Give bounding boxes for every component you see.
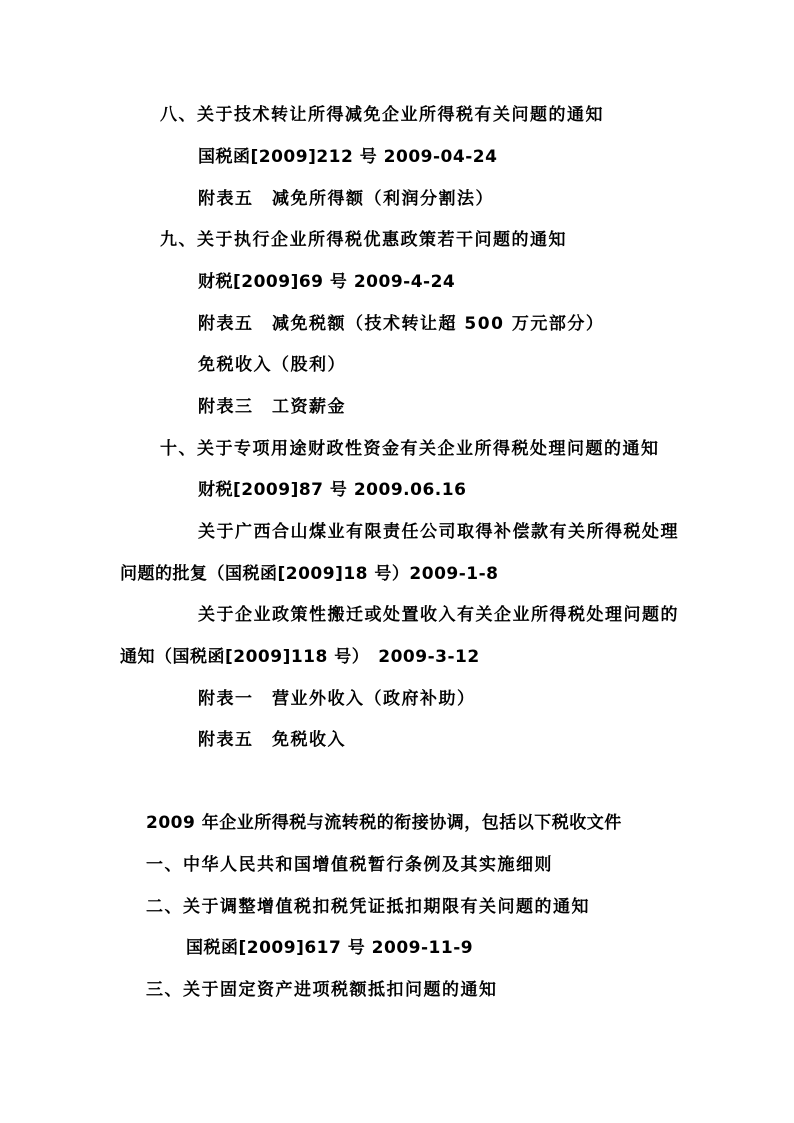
- paragraph-line: 关于广西合山煤业有限责任公司取得补偿款有关所得税处理: [198, 522, 679, 542]
- section-heading-3: 三、关于固定资产进项税额抵扣问题的通知: [146, 980, 498, 1000]
- section-heading-9: 九、关于执行企业所得税优惠政策若干问题的通知: [160, 230, 567, 250]
- attachment-line: 免税收入（股利）: [198, 355, 346, 375]
- section-heading-2: 二、关于调整增值税扣税凭证抵扣期限有关问题的通知: [146, 897, 590, 917]
- paragraph-line: 通知（国税函[2009]118 号） 2009-3-12: [120, 647, 480, 667]
- attachment-line: 附表五 减免所得额（利润分割法）: [198, 189, 494, 209]
- section-heading-8: 八、关于技术转让所得减免企业所得税有关问题的通知: [160, 105, 604, 125]
- document-reference: 财税[2009]87 号 2009.06.16: [198, 480, 467, 500]
- attachment-line: 附表三 工资薪金: [198, 397, 346, 417]
- attachment-line: 附表五 免税收入: [198, 730, 346, 750]
- paragraph-line: 问题的批复（国税函[2009]18 号）2009-1-8: [120, 564, 499, 584]
- document-reference: 国税函[2009]617 号 2009-11-9: [186, 938, 474, 958]
- document-reference: 国税函[2009]212 号 2009-04-24: [198, 147, 498, 167]
- attachment-line: 附表五 减免税额（技术转让超 500 万元部分）: [198, 314, 605, 334]
- document-reference: 财税[2009]69 号 2009-4-24: [198, 272, 456, 292]
- paragraph-line: 关于企业政策性搬迁或处置收入有关企业所得税处理问题的: [198, 605, 679, 625]
- section-heading-1: 一、中华人民共和国增值税暂行条例及其实施细则: [146, 855, 553, 875]
- attachment-line: 附表一 营业外收入（政府补助）: [198, 689, 476, 709]
- section-heading-10: 十、关于专项用途财政性资金有关企业所得税处理问题的通知: [160, 439, 660, 459]
- section-intro: 2009 年企业所得税与流转税的衔接协调，包括以下税收文件: [146, 813, 622, 833]
